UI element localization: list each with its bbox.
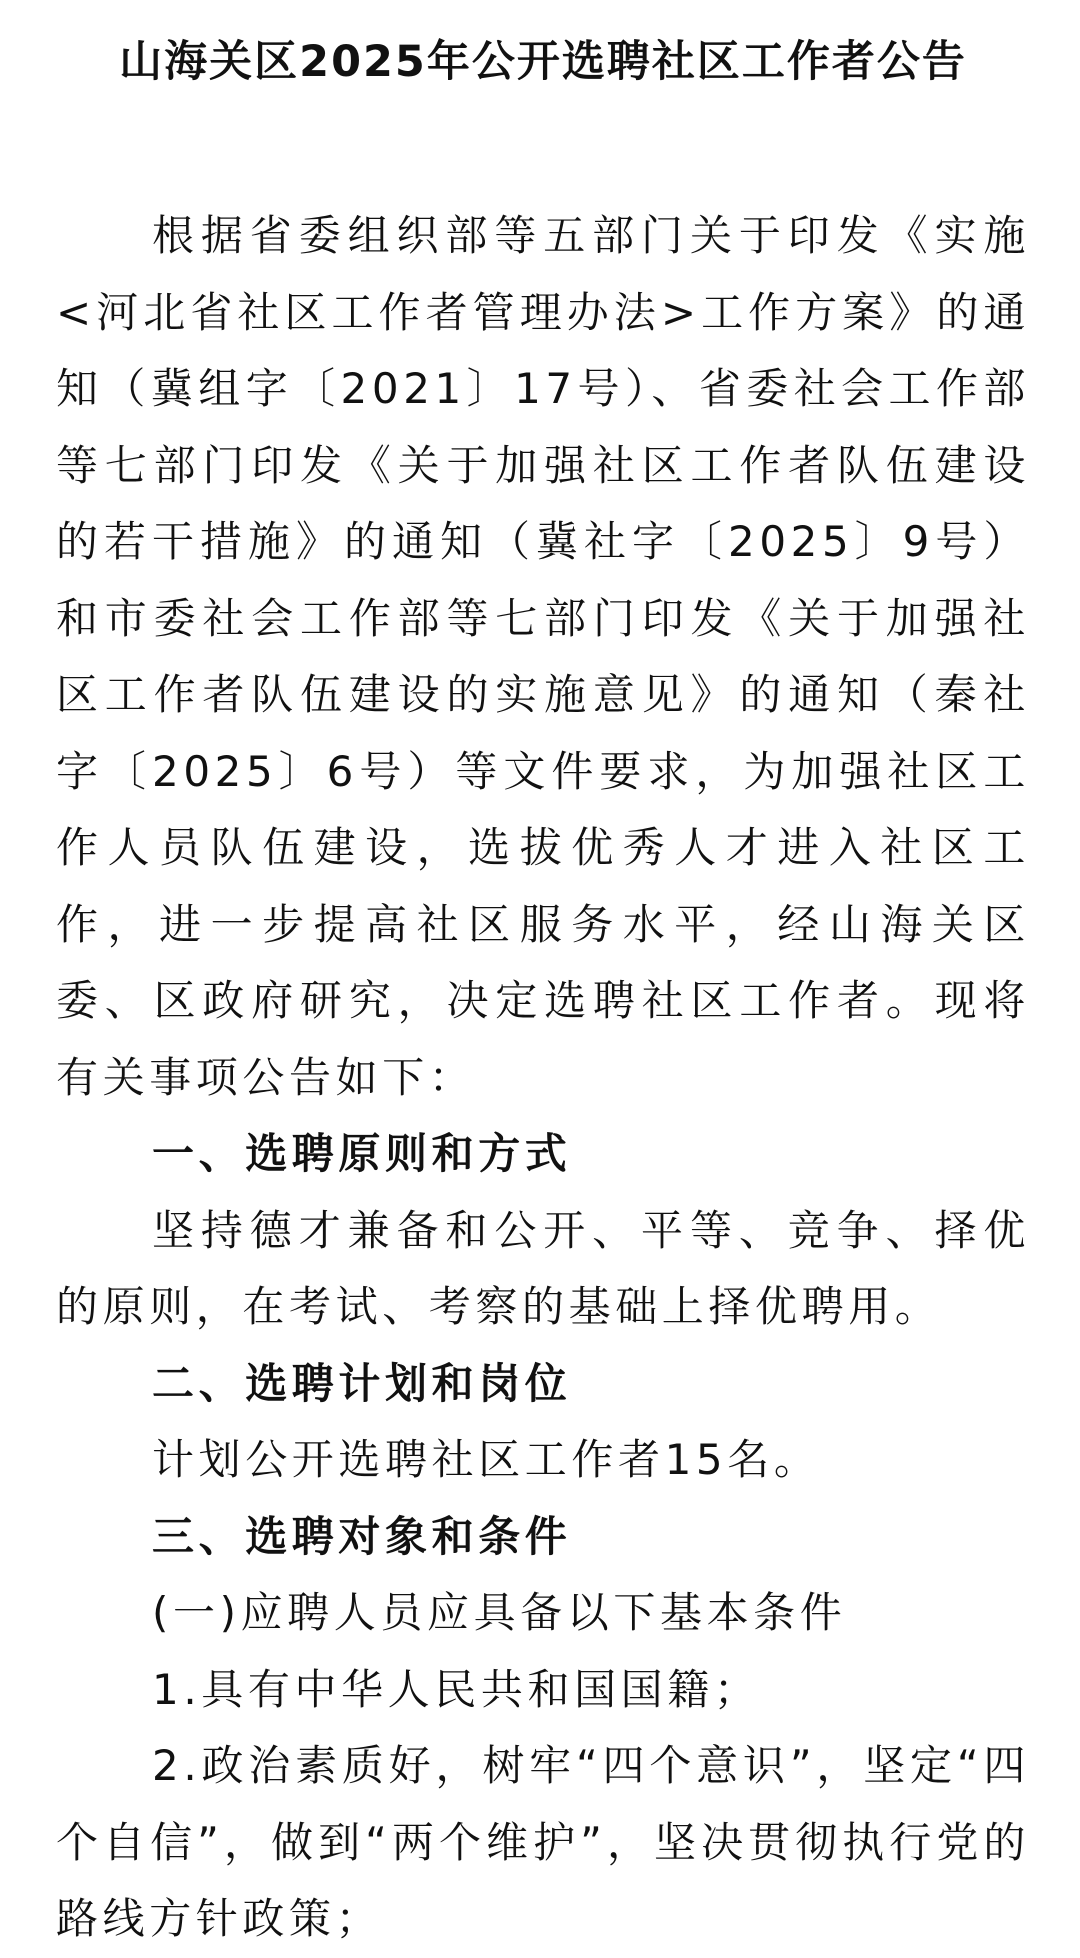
condition-item-2: 2.政治素质好，树牢“四个意识”，坚定“四个自信”，做到“两个维护”，坚决贯彻执行党的路线方针政策； xyxy=(56,1741,1030,1943)
condition-item-1: 1.具有中华人民共和国国籍； xyxy=(152,1664,761,1714)
section-1-heading: 一、选聘原则和方式 xyxy=(152,1129,572,1178)
document-body xyxy=(56,198,1030,1958)
section-1-body: 坚持德才兼备和公开、平等、竞争、择优的原则，在考试、考察的基础上择优聘用。 xyxy=(56,1205,1030,1331)
section-2-body: 计划公开选聘社区工作者15名。 xyxy=(152,1435,821,1484)
section-3-subheading: (一)应聘人员应具备以下基本条件 xyxy=(152,1588,847,1637)
intro-paragraph: 根据省委组织部等五部门关于印发《实施<河北省社区工作者管理办法>工作方案》的通知（冀组字〔2021〕17号）、省委社会工作部等七部门印发《关于加强社区工作者队伍建设的若干措施》的通知（冀社字〔2025〕9号）和市委社会工作部等七部门印发《关于加强社区工作者队伍建设的实施意见》的通知（秦社字〔2025〕6号）等文件要求，为加强社区工作人员队伍建设，选拔优秀人才进入社区工作，进一步提高社区服务水平，经山海关区委、区政府研究，决定选聘社区工作者。现将有关事项公告如下： xyxy=(56,211,1030,1102)
document-title: 山海关区2025年公开选聘社区工作者公告 xyxy=(119,37,967,87)
section-2-heading: 二、选聘计划和岗位 xyxy=(152,1358,572,1408)
section-3-heading: 三、选聘对象和条件 xyxy=(152,1511,572,1561)
